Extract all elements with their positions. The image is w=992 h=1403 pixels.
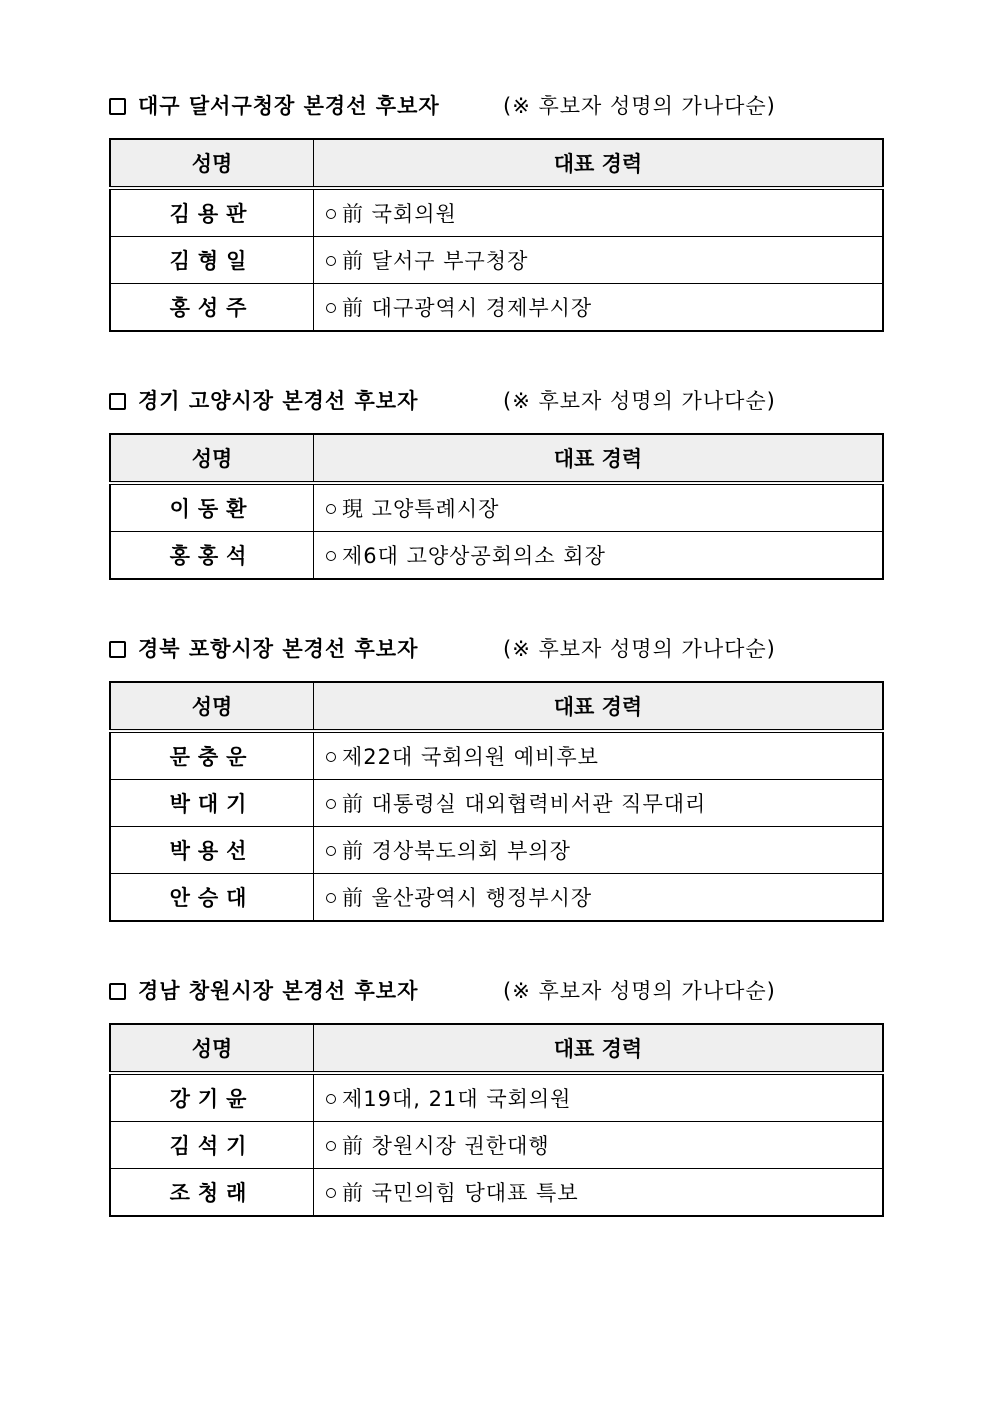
candidate-name: 안승대 — [110, 874, 314, 922]
circle-bullet-icon — [326, 752, 336, 762]
candidate-table — [109, 1023, 884, 1217]
circle-bullet-icon — [326, 1188, 336, 1198]
candidate-career-cell — [314, 827, 884, 874]
candidate-career: 前 울산광역시 행정부시장 — [342, 886, 593, 910]
candidate-name: 문충운 — [110, 731, 314, 780]
table-row — [110, 874, 883, 922]
candidate-career-cell — [314, 1073, 884, 1122]
candidate-table — [109, 138, 884, 332]
section-heading — [109, 976, 884, 1006]
circle-bullet-icon — [326, 1141, 336, 1151]
section-goyang — [109, 386, 884, 580]
section-title: 경기 고양시장 본경선 후보자 — [138, 389, 419, 413]
table-row — [110, 780, 883, 827]
candidate-career-cell — [314, 780, 884, 827]
candidate-career-cell — [314, 1122, 884, 1169]
candidate-career-cell — [314, 483, 884, 532]
table-row — [110, 237, 883, 284]
candidate-career: 前 국민의힘 당대표 특보 — [342, 1181, 579, 1205]
circle-bullet-icon — [326, 209, 336, 219]
candidate-career-cell — [314, 188, 884, 237]
section-changwon — [109, 976, 884, 1217]
circle-bullet-icon — [326, 504, 336, 514]
circle-bullet-icon — [326, 893, 336, 903]
checkbox-square-icon — [109, 98, 126, 115]
section-pohang — [109, 634, 884, 922]
checkbox-square-icon — [109, 393, 126, 410]
table-row — [110, 731, 883, 780]
candidate-career-cell — [314, 532, 884, 580]
table-row — [110, 483, 883, 532]
candidate-career-cell — [314, 284, 884, 332]
candidate-career: 現 고양특례시장 — [342, 497, 500, 521]
candidate-name: 홍홍석 — [110, 532, 314, 580]
candidate-name: 이동환 — [110, 483, 314, 532]
table-row — [110, 1073, 883, 1122]
candidate-name: 조청래 — [110, 1169, 314, 1217]
candidate-name: 김용판 — [110, 188, 314, 237]
header-career: 대표 경력 — [314, 682, 884, 731]
table-header-row — [110, 682, 883, 731]
table-row — [110, 532, 883, 580]
table-row — [110, 1169, 883, 1217]
candidate-career-cell — [314, 874, 884, 922]
candidate-table — [109, 681, 884, 922]
section-heading — [109, 386, 884, 416]
header-career: 대표 경력 — [314, 434, 884, 483]
candidate-name: 강기윤 — [110, 1073, 314, 1122]
candidate-table — [109, 433, 884, 580]
table-header-row — [110, 434, 883, 483]
section-note: (※ 후보자 성명의 가나다순) — [503, 94, 776, 118]
header-name: 성명 — [110, 434, 314, 483]
circle-bullet-icon — [326, 551, 336, 561]
candidate-name: 홍성주 — [110, 284, 314, 332]
candidate-career: 前 대구광역시 경제부시장 — [342, 296, 593, 320]
candidate-career: 前 창원시장 권한대행 — [342, 1134, 550, 1158]
header-name: 성명 — [110, 682, 314, 731]
candidate-career: 제22대 국회의원 예비후보 — [342, 745, 599, 769]
header-career: 대표 경력 — [314, 1024, 884, 1073]
candidate-career-cell — [314, 731, 884, 780]
table-row — [110, 1122, 883, 1169]
table-row — [110, 284, 883, 332]
checkbox-square-icon — [109, 983, 126, 1000]
table-header-row — [110, 1024, 883, 1073]
section-title: 대구 달서구청장 본경선 후보자 — [138, 94, 440, 118]
candidate-career-cell — [314, 237, 884, 284]
section-note: (※ 후보자 성명의 가나다순) — [503, 979, 776, 1003]
candidate-career: 前 달서구 부구청장 — [342, 249, 529, 273]
header-career: 대표 경력 — [314, 139, 884, 188]
section-heading — [109, 634, 884, 664]
section-note: (※ 후보자 성명의 가나다순) — [503, 637, 776, 661]
circle-bullet-icon — [326, 846, 336, 856]
circle-bullet-icon — [326, 256, 336, 266]
section-heading — [109, 91, 884, 121]
candidate-career: 前 경상북도의회 부의장 — [342, 839, 571, 863]
section-daegu — [109, 91, 884, 332]
candidate-career-cell — [314, 1169, 884, 1217]
table-row — [110, 827, 883, 874]
section-title: 경북 포항시장 본경선 후보자 — [138, 637, 419, 661]
candidate-name: 박대기 — [110, 780, 314, 827]
candidate-name: 김석기 — [110, 1122, 314, 1169]
circle-bullet-icon — [326, 799, 336, 809]
table-row — [110, 188, 883, 237]
candidate-career: 前 대통령실 대외협력비서관 직무대리 — [342, 792, 707, 816]
section-title: 경남 창원시장 본경선 후보자 — [138, 979, 419, 1003]
candidate-career: 제19대, 21대 국회의원 — [342, 1087, 572, 1111]
section-note: (※ 후보자 성명의 가나다순) — [503, 389, 776, 413]
circle-bullet-icon — [326, 303, 336, 313]
header-name: 성명 — [110, 1024, 314, 1073]
candidate-career: 前 국회의원 — [342, 202, 457, 226]
candidate-career: 제6대 고양상공회의소 회장 — [342, 544, 606, 568]
candidate-name: 김형일 — [110, 237, 314, 284]
candidate-name: 박용선 — [110, 827, 314, 874]
checkbox-square-icon — [109, 641, 126, 658]
header-name: 성명 — [110, 139, 314, 188]
table-header-row — [110, 139, 883, 188]
circle-bullet-icon — [326, 1094, 336, 1104]
